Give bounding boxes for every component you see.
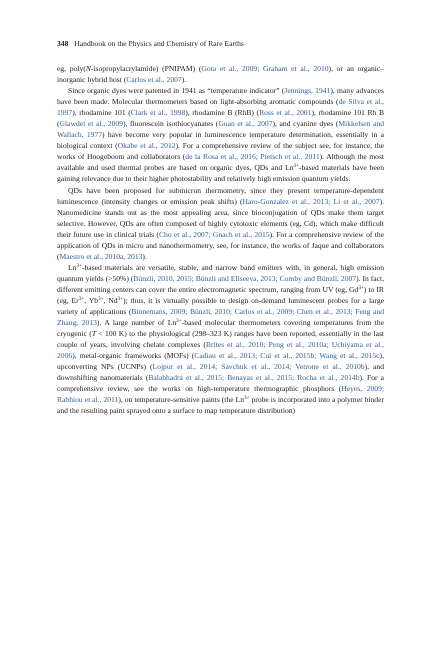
citation-link[interactable]: Ross et al., 2001 xyxy=(259,108,312,118)
text-run: ); thus, it is virtually possible to design on-demand luminescent probes for a large variety of applications ( xyxy=(57,295,384,317)
text-run: QDs have been proposed for submicron thermometry, since they present temperature-dependent luminescence (intensity changes or emission peak shifts) ( xyxy=(57,185,384,206)
paragraph-1 xyxy=(57,63,384,85)
paragraph-3 xyxy=(57,185,384,262)
superscript: 3+ xyxy=(358,284,364,291)
superscript: 3+ xyxy=(98,295,104,302)
text-run: ), and downshifting nanomaterials ( xyxy=(57,362,384,383)
citation-link[interactable]: Gota et al., 2009; Graham et al., 2010 xyxy=(201,64,329,73)
citation-link[interactable]: Binnemans, 2009; Bünzli, 2010; Carlos et al., 2009; Chen et al., 2013; Feng and Zhang, 2013 xyxy=(57,307,384,328)
text-run: ), upconverting NPs (UCNPs) ( xyxy=(57,351,384,372)
citation-link[interactable]: Haro-Gonzalez et al., 2013; Li et al., 2007 xyxy=(242,196,380,206)
text-run: -based materials are versatile, stable, and narrow band emitters with, in general, high emission quantum yields (>50%) ( xyxy=(57,262,384,283)
text-run: ) have become very popular in luminescence temperature determination, essentially in a biological context ( xyxy=(57,130,384,151)
text-run: Since organic dyes were patented in 1941 as “temperature indicator” ( xyxy=(68,86,285,96)
citation-link[interactable]: Heyes, 2009; Rabhiou et al., 2011 xyxy=(57,384,384,405)
superscript: 3+ xyxy=(244,395,250,402)
text-run: -based materials have been gaining relevance due to their higher photostability and relatively high emission quantum yields. xyxy=(57,163,385,184)
text-run: < 100 K) to the physiological (298–323 K) ranges have been reported, essentially in the last couple of years, involving chelate complexes ( xyxy=(57,329,385,350)
superscript: 3+ xyxy=(176,318,182,325)
italic-text: T xyxy=(91,329,97,339)
citation-link[interactable]: de Silva et al., 1997 xyxy=(57,97,384,118)
citation-link[interactable]: Mikkelsen and Wallach, 1977 xyxy=(57,119,385,140)
text-run: ), rhodamine B (RhB) ( xyxy=(185,108,260,118)
citation-link[interactable]: de la Rosa et al., 2016; Pietsch et al., 2011 xyxy=(185,152,320,162)
text-run: ), fluorescein isothiocyanates ( xyxy=(123,119,219,129)
text-run: probe is incorporated into a polymer binder and the resulting paint sprayed onto a surface to map temperature distribution) xyxy=(57,395,384,416)
citation-link[interactable]: Bünzli, 2010, 2015; Bünzli and Eliseeva, 2013; Comby and Bünzli, 2007 xyxy=(133,273,357,283)
text-run: ). For a comprehensive review of the application of QDs in micro and nanothermometry, see, for instance, the works of Jaque and collaborators ( xyxy=(57,229,384,261)
text-run: ). xyxy=(181,75,187,85)
text-run: ). Nanomedicine stands out as the most appealing area, since bioconjugation of QDs make them target selective. However, QDs are often composed of highly cytotoxic elements (eg, Cd), which make difficult their future use in clinical trials ( xyxy=(57,196,384,239)
text-run: Ln xyxy=(68,262,77,272)
citation-link[interactable]: Jennings, 1941 xyxy=(284,86,331,96)
text-run: ). A large number of Ln xyxy=(96,318,177,328)
citation-link[interactable]: Cho et al., 2007; Gnach et al., 2015 xyxy=(158,229,270,239)
text-run: ), and cyanine dyes ( xyxy=(272,119,339,129)
citation-link[interactable]: Cadiau et al., 2013; Cui et al., 2015b; Wang et al., 2015c xyxy=(194,351,380,361)
italic-text: N xyxy=(85,64,91,73)
book-title: Handbook on the Physics and Chemistry of Rare Earths xyxy=(74,39,244,48)
text-run: ), or an organic–inorganic hybrid host ( xyxy=(57,64,385,85)
text-run: , Yb xyxy=(84,295,98,305)
text-run: ), many advances have been made. Molecular thermometers based on light-absorbing aromatic compounds ( xyxy=(57,86,384,107)
citation-link[interactable]: Glawdel et al., 2009 xyxy=(59,119,124,129)
superscript: 3+ xyxy=(76,262,82,269)
citation-link[interactable]: Balabhadra et al., 2015; Benayas et al., 2015; Rocha et al., 2014b xyxy=(148,373,360,383)
paragraph-2 xyxy=(57,85,384,184)
citation-link[interactable]: Brites et al., 2010; Peng et al., 2010a; Uchiyama et al., 2006 xyxy=(57,340,384,361)
citation-link[interactable]: Okabe et al., 2012 xyxy=(117,141,176,151)
text-run: , Nd xyxy=(103,295,118,305)
paragraph-4 xyxy=(57,262,384,417)
text-run: -based molecular thermometers covering temperatures from the cryogenic ( xyxy=(57,318,384,339)
text-run: ), rhodamine 101 ( xyxy=(72,108,131,118)
citation-link[interactable]: Clark et al., 1998 xyxy=(130,108,186,118)
text-run: ) to IR (eg, Er xyxy=(57,284,384,305)
text-run: ). Although the most available and used thermal probes are based on organic dyes, QDs and Ln xyxy=(57,152,385,173)
citation-link[interactable]: Carlos et al., 2007 xyxy=(126,75,182,85)
page-number: 348 xyxy=(57,39,69,48)
citation-link[interactable]: Lojpur et al., 2014; Savchuk et al., 2014; Vetrone et al., 2010b xyxy=(152,362,365,372)
text-run: eg, poly( xyxy=(57,64,86,73)
text-run: ). xyxy=(142,251,147,261)
running-header xyxy=(57,39,387,48)
superscript: 3+ xyxy=(78,295,85,302)
text-run: ), rhodamine 101 Rh B ( xyxy=(57,108,385,129)
text-run: ). For a comprehensive review of the subject see, for instance, the works of Hoogeboom and collaborators ( xyxy=(57,141,384,162)
superscript: 3+ xyxy=(293,163,299,170)
text-run: ), metal-organic frameworks (MOFs) ( xyxy=(72,351,195,361)
text-run: ), on temperature-sensitive paints (the Ln xyxy=(118,395,244,405)
text-run: ). For a comprehensive review, see the works on high-temperature thermographic phosphors ( xyxy=(57,373,384,394)
text-run: -isopropylacrylamide) (PNIPAM) ( xyxy=(90,64,202,73)
citation-link[interactable]: Guan et al., 2007 xyxy=(218,119,273,129)
citation-link[interactable]: Maestro et al., 2010a, 2013 xyxy=(59,251,143,261)
body-text xyxy=(57,63,384,417)
superscript: 3+ xyxy=(117,295,124,302)
text-run: ). In fact, different emitting centers can cover the entire electromagnetic spectrum, ranging from UV (eg, Gd xyxy=(57,273,385,294)
